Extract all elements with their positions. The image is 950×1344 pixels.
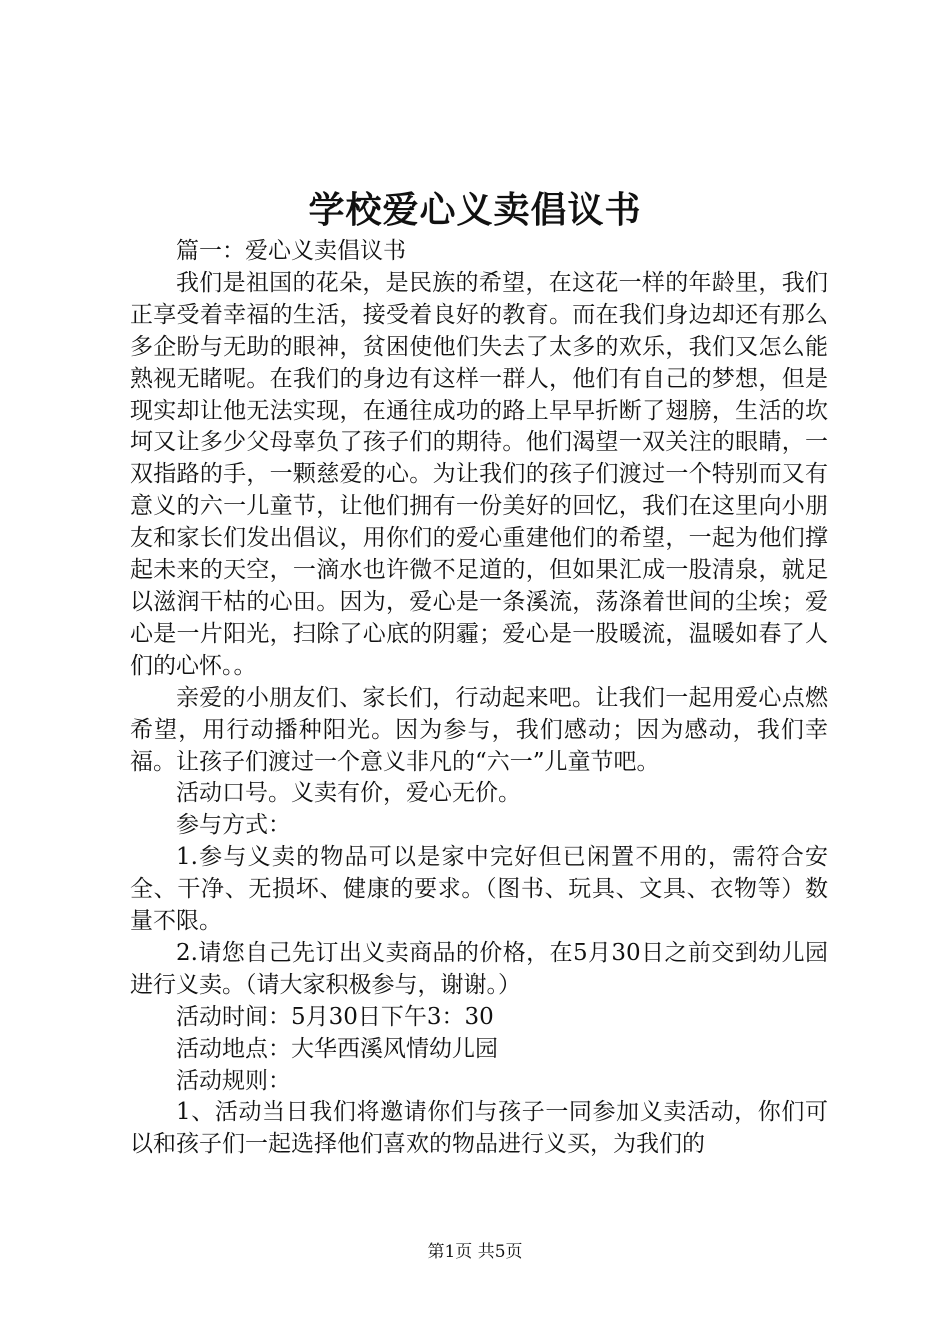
paragraph: 活动规则：: [176, 1067, 291, 1094]
paragraph: 篇一：爱心义卖倡议书: [176, 238, 406, 264]
paragraph: 活动时间：5月30日下午3：30: [176, 1003, 494, 1030]
document-title: 学校爱心义卖倡议书: [308, 189, 642, 231]
paragraph: 我们是祖国的花朵，是民族的希望，在这花一样的年龄里，我们正享受着幸福的生活，接受着良好的教育。而在我们身边却还有那么多企盼与无助的眼神，贫困使他们失去了太多的欢乐，我们又怎么能熟视无睹呢。在我们的身边有这样一群人，他们有自己的梦想，但是现实却让他无法实现，在通往成功的路上早早折断了翅膀，生活的坎坷又让多少父母辜负了孩子们的期待。他们渴望一双关注的眼睛，一双指路的手，一颗慈爱的心。为让我们的孩子们渡过一个特别而又有意义的六一儿童节，让他们拥有一份美好的回忆，我们在这里向小朋友和家长们发出倡议，用你们的爱心重建他们的希望，一起为他们撑起未来的天空，一滴水也许微不足道的，但如果汇成一股清泉，就足以滋润干枯的心田。因为，爱心是一条溪流，荡涤着世间的尘埃；爱心是一片阳光，扫除了心底的阴霾；爱心是一股暖流，温暖如春了人们的心怀。。: [130, 269, 828, 679]
paragraph: 1.参与义卖的物品可以是家中完好但已闲置不用的，需符合安全、干净、无损坏、健康的要求。（图书、玩具、文具、衣物等）数量不限。: [130, 844, 828, 935]
document-body: [130, 236, 828, 1161]
paragraph: 1、活动当日我们将邀请你们与孩子一同参加义卖活动，你们可以和孩子们一起选择他们喜欢的物品进行义买，为我们的: [130, 1099, 828, 1158]
paragraph: 2.请您自己先订出义卖商品的价格，在5月30日之前交到幼儿园进行义卖。（请大家积极参与，谢谢。）: [130, 939, 828, 998]
page-number-footer: 第1页 共5页: [427, 1242, 523, 1262]
paragraph: 参与方式：: [176, 812, 291, 839]
paragraph: 亲爱的小朋友们、家长们，行动起来吧。让我们一起用爱心点燃希望，用行动播种阳光。因为参与，我们感动；因为感动，我们幸福。让孩子们渡过一个意义非凡的“六一”儿童节吧。: [130, 684, 828, 775]
paragraph: 活动地点：大华西溪风情幼儿园: [176, 1035, 498, 1062]
paragraph: 活动口号。义卖有价，爱心无价。: [176, 780, 521, 807]
